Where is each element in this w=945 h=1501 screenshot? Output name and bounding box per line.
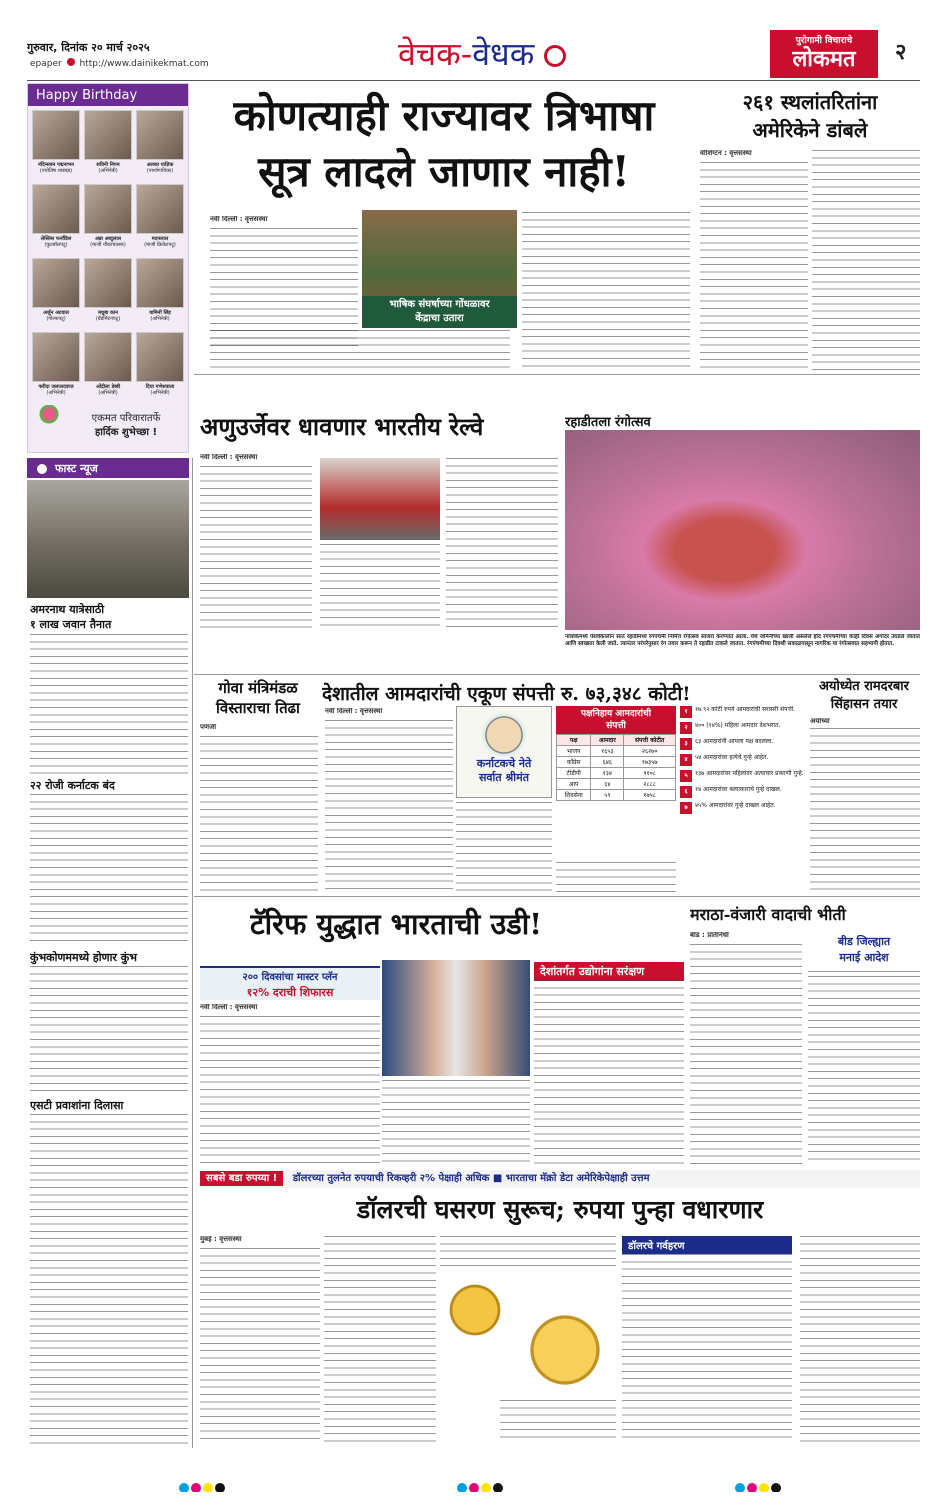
- party-table-title: [556, 706, 676, 734]
- magnifier-icon: [544, 45, 566, 67]
- maratha-sub: [808, 934, 920, 972]
- fast-s3-body: [30, 966, 188, 1094]
- epaper-label: epaper: [30, 59, 62, 69]
- rupee-box-title: डॉलरचे गर्वहरण: [622, 1236, 792, 1254]
- tariff-col-3: [534, 980, 684, 1166]
- party-table-cell: आप: [557, 779, 591, 790]
- birthday-photo: [32, 258, 80, 308]
- mla-fact-text: ४५% आमदारांवर गुन्हे दाखल आहेत.: [695, 802, 776, 809]
- trump-modi-photo: [382, 960, 530, 1076]
- rupee-col-5: [622, 1254, 792, 1444]
- ticker-text: डॉलरच्या तुलनेत रुपयाची रिकव्हरी २% पेक्षाही अधिक ■ भारताचा मॅक्रो डेटा अमेरिकेपेक्षाही उत्तम: [292, 1173, 650, 1184]
- birthday-caption: [30, 310, 82, 322]
- mla-col-1: [325, 720, 453, 892]
- birthday-name: मधुबा कान: [98, 310, 118, 316]
- mla-fact-text: १७.९२ कोटी रुपये आमदारांची सरासरी संपत्ती.: [695, 706, 796, 713]
- rupee-col-1: [200, 1248, 320, 1444]
- birthday-caption: [134, 236, 186, 248]
- birthday-photo: [136, 110, 184, 160]
- birthday-caption: [134, 162, 186, 174]
- birthday-name: ओंद्रीला डेब्बी: [95, 384, 121, 390]
- soldier-photo: [27, 480, 189, 598]
- mla-fact: [680, 706, 804, 718]
- party-table-cell: १३४: [591, 768, 624, 779]
- party-table-row: [557, 768, 676, 779]
- fast-s3-title: कुंभकोणममध्ये होणार कुंभ: [30, 951, 137, 964]
- birthday-wish-b: हार्दिक शुभेच्छा !: [94, 427, 158, 438]
- birthday-role: (अभिनेत्री): [46, 390, 66, 396]
- usa-col-1: [700, 162, 808, 370]
- party-table-cell: ९१०८: [624, 768, 676, 779]
- masthead-divider: [27, 80, 920, 81]
- birthday-photo: [136, 184, 184, 234]
- mla-fact: [680, 754, 804, 766]
- ayodhya-headline: [808, 678, 920, 714]
- party-table-header: आमदार: [591, 735, 624, 746]
- usa-col-2: [812, 150, 920, 370]
- usa-headline-b: अमेरिकेने डांबले: [752, 118, 868, 142]
- party-table-cell: काँग्रेस: [557, 757, 591, 768]
- lead-col-1: [210, 228, 358, 346]
- birthday-photo: [32, 110, 80, 160]
- birthday-role: (अभिनेत्री): [150, 316, 170, 322]
- birthday-wish-a: एकमत परिवारातर्फे: [91, 413, 161, 424]
- ayodhya-headline-b: सिंहासन तयार: [830, 697, 898, 712]
- party-table-cell: ६४: [591, 779, 624, 790]
- mla-facts: [680, 706, 804, 892]
- mla-col-3: [556, 862, 676, 892]
- birthday-name: नंदिन्सवन पद्मनाभन: [38, 162, 74, 168]
- page-number: २: [895, 40, 907, 65]
- fast-s1-title: [30, 602, 190, 632]
- section-title-a: वेचक: [398, 35, 461, 73]
- tariff-headline: टॅरिफ युद्धात भारताची उडी!: [250, 907, 543, 941]
- mla-fact: [680, 770, 804, 782]
- mla-fact-text: ६३ आमदारांनी आपला पक्ष बदलला.: [695, 738, 774, 745]
- lead-col-2: [210, 330, 510, 370]
- ayodhya-body: [810, 728, 920, 892]
- birthday-name: अन्ना अब्दुलाल: [94, 236, 122, 242]
- brand-logo: [770, 30, 878, 78]
- birthday-name: दिया गणेशवाला: [145, 384, 175, 390]
- mla-fact: [680, 722, 804, 734]
- tariff-col-2: [382, 1080, 530, 1166]
- fast-s1-title-b: १ लाख जवान तैनात: [30, 618, 112, 631]
- holi-photo: [565, 430, 920, 630]
- goa-headline: [198, 678, 318, 718]
- masthead: [0, 0, 945, 85]
- mla-fact-number: ४: [680, 754, 692, 766]
- epaper-line[interactable]: [30, 58, 220, 69]
- lead-headline-a: कोणत्याही राज्यावर त्रिभाषा: [233, 91, 655, 140]
- party-table-title-b: संपत्ती: [606, 721, 626, 731]
- mla-headline: देशातील आमदारांची एकूण संपत्ती रु. ७३,३४८ कोटी!: [322, 683, 691, 705]
- birthday-photo: [84, 258, 132, 308]
- rupee-col-3: [440, 1236, 616, 1266]
- birthday-role: (अभिनेत्री): [98, 168, 118, 174]
- karnataka-box: [456, 706, 552, 798]
- lead-dateline: नवी दिल्ली : वृत्तसंस्था: [210, 216, 268, 223]
- mla-fact-number: २: [680, 722, 692, 734]
- party-table-cell: भाजप: [557, 746, 591, 757]
- birthday-title: Happy Birthday: [28, 84, 188, 106]
- rupee-col-2: [324, 1236, 436, 1444]
- party-table-cell: टीडीपी: [557, 768, 591, 779]
- maratha-col-2: [808, 976, 920, 1166]
- brand-tagline: पुरोगामी विचाराचे: [795, 36, 853, 46]
- birthday-photo: [136, 332, 184, 382]
- birthday-name: अर्जुन अटवाल: [43, 310, 69, 316]
- birthday-role: (माजी नौकाचालक): [90, 242, 126, 248]
- birthday-name: लेस्लिस फर्नांडिस: [40, 236, 72, 242]
- party-table-row: [557, 790, 676, 801]
- birthday-name: फरीदा जलालदवाज: [38, 384, 74, 390]
- maratha-sub-a: बीड जिल्ह्यात: [837, 935, 891, 948]
- globe-icon: [67, 58, 75, 66]
- usa-dateline: वॉशिंग्टन : वृत्तसंस्था: [700, 150, 752, 157]
- lead-headline-b: सूत्र लादले जाणार नाही!: [258, 147, 630, 196]
- rail-headline: अणुउर्जेवर धावणार भारतीय रेल्वे: [200, 412, 484, 441]
- fast-s1-body: [30, 634, 188, 774]
- party-table-row: [557, 757, 676, 768]
- birthday-name: यामिनी सिंह: [149, 310, 171, 316]
- tariff-plan-a: २०० दिवसांचा मास्टर प्लॅन: [242, 972, 338, 983]
- birthday-role: (अभिनेत्री): [150, 390, 170, 396]
- birthday-caption: [82, 384, 134, 396]
- mla-fact-number: ६: [680, 786, 692, 798]
- section-title: वेचक-वेधक: [398, 32, 638, 76]
- ayodhya-dateline: अयोध्या: [810, 718, 830, 725]
- rail-col-3: [446, 458, 558, 630]
- birthday-caption: [30, 236, 82, 248]
- party-table-cell: २८८८: [624, 779, 676, 790]
- tariff-plan-box: [200, 966, 380, 1000]
- birthday-name: सविनी निगम: [96, 162, 120, 168]
- birthday-role: (अभिनेत्री): [98, 390, 118, 396]
- fast-s1-title-a: अमरनाथ यात्रेसाठी: [30, 603, 105, 616]
- birthday-role: (पार्श्वगायिका): [146, 168, 174, 174]
- lead-photo-caption: [362, 296, 517, 328]
- brand-name: लोकमत: [792, 47, 856, 72]
- tariff-plan-b: १२% दराची शिफारस: [246, 986, 334, 999]
- birthday-caption: [134, 384, 186, 396]
- party-table-cell: ५९: [591, 790, 624, 801]
- mla-fact: [680, 802, 804, 814]
- rail-col-1: [200, 466, 312, 630]
- party-table-row: [557, 746, 676, 757]
- ticker: [200, 1170, 920, 1188]
- party-table-header: संपत्ती कोटीत: [624, 735, 676, 746]
- fast-s2-title: २२ रोजी कर्नाटक बंद: [30, 779, 115, 792]
- rupee-col-6: [800, 1236, 920, 1444]
- party-table-row: [557, 779, 676, 790]
- chevron-icon: [37, 464, 47, 474]
- usa-headline: [700, 88, 920, 144]
- party-table-header: पक्ष: [557, 735, 591, 746]
- birthday-role: (गोल्फपटू): [46, 316, 66, 322]
- party-table-cell: १६५३: [591, 746, 624, 757]
- birthday-caption: [82, 310, 134, 322]
- birthday-wish: [66, 410, 186, 438]
- train-photo: [320, 458, 440, 540]
- tariff-sub-title: देशांतर्गत उद्योगांना सरंक्षण: [534, 962, 684, 981]
- usa-headline-a: २६१ स्थलांतरितांना: [742, 90, 878, 114]
- mla-fact: [680, 786, 804, 798]
- lead-photo-caption-a: भाषिक संघर्षाच्या गोंधळावर: [389, 299, 490, 310]
- fast-news-title: फास्ट न्यूज: [55, 462, 98, 475]
- birthday-caption: [82, 162, 134, 174]
- birthday-role: (फुटबॉलपटू): [44, 242, 68, 248]
- mla-fact-number: ३: [680, 738, 692, 750]
- goa-body: [200, 736, 318, 892]
- mla-fact-text: १३७ आमदारांवर महिलांवर अत्याचार प्रकरणी गुन्हे.: [695, 770, 804, 777]
- party-table: [556, 734, 676, 801]
- party-table-cell: २६२७०: [624, 746, 676, 757]
- birthday-photo: [84, 110, 132, 160]
- party-table-cell: १७३५७: [624, 757, 676, 768]
- fast-s4-body: [30, 1114, 188, 1444]
- mla-dateline: नवी दिल्ली : वृत्तसंस्था: [325, 708, 383, 715]
- mla-fact-number: १: [680, 706, 692, 718]
- birthday-photo: [84, 184, 132, 234]
- maratha-sub-b: मनाई आदेश: [839, 951, 889, 964]
- rupee-coin-icon: [440, 1270, 510, 1370]
- masthead-date: गुरुवार, दिनांक २० मार्च २०२५: [27, 41, 150, 54]
- mla-fact: [680, 738, 804, 750]
- party-table-cell: ६४६: [591, 757, 624, 768]
- rail-col-2: [320, 544, 440, 630]
- party-table-cell: शिवसेना: [557, 790, 591, 801]
- mla-fact-text: ४०० (१४%) महिला आमदार देशभरात.: [695, 722, 781, 729]
- goa-headline-a: गोवा मंत्रिमंडळ: [218, 679, 298, 697]
- goa-dateline: पणजी: [200, 724, 217, 731]
- lead-photo-caption-b: केंद्राचा उतारा: [415, 313, 464, 324]
- cartoon-icon: [482, 713, 526, 757]
- mla-fact-text: ५४ आमदारांवर हत्येचे गुन्हे आहेत.: [695, 754, 769, 761]
- ayodhya-headline-a: अयोध्येत रामदरबार: [819, 679, 909, 694]
- color-registration: [60, 1478, 900, 1492]
- birthday-role: (बॅडमिंटनपटू): [95, 316, 121, 322]
- rupee-headline: डॉलरची घसरण सुरूच; रुपया पुन्हा वधारणार: [356, 1195, 764, 1224]
- lead-col-3: [522, 212, 690, 370]
- birthday-photo: [32, 332, 80, 382]
- mla-col-2: [456, 802, 552, 892]
- goa-headline-b: विस्ताराचा तिढा: [216, 699, 300, 717]
- lead-headline: [194, 88, 694, 206]
- karnataka-headline: [457, 757, 551, 785]
- flowers-icon: [38, 405, 60, 435]
- party-table-box: [556, 706, 676, 856]
- birthday-caption: [30, 384, 82, 396]
- birthday-name: मदनलाल: [151, 236, 169, 242]
- party-table-cell: १७५८: [624, 790, 676, 801]
- holi-title: रहाडीतला रंगोत्सव: [565, 415, 651, 430]
- karnataka-headline-b: सर्वात श्रीमंत: [479, 771, 529, 784]
- birthday-photo: [136, 258, 184, 308]
- birthday-caption: [134, 310, 186, 322]
- mla-fact-text: १४ आमदारांवर बलात्काराचे गुन्हे दाखल.: [695, 786, 782, 793]
- birthday-photo: [84, 332, 132, 382]
- tariff-dateline: नवी दिल्ली : वृत्तसंस्था: [200, 1004, 258, 1011]
- karnataka-headline-a: कर्नाटकचे नेते: [476, 757, 532, 770]
- birthday-name: अलका याज्ञिक: [146, 162, 174, 168]
- birthday-caption: [82, 236, 134, 248]
- rupee-coin-icon-2: [510, 1290, 620, 1410]
- website-link[interactable]: http://www.dainikekmat.com: [79, 59, 209, 69]
- mla-fact-number: ७: [680, 802, 692, 814]
- maratha-col-1: [690, 944, 802, 1166]
- holi-caption: नाशिकमध्ये पेशवेकालीन सात रहाडीमध्ये रंगपंचमी निमित्त रंगोत्सव साजरा करण्यात आला. येथे जमिनीच्या खाली असलेले हौद रंगपंचमीच्या काही दिवस अगोदर उघडले जातात आणि स्वच्छता केली जाते. त्यानंतर परंपरेनुसार रंग तयार करून ते रहाडीत टाकले जातात. रंगपंचमीच्या दिवशी सकाळपासून नागरिक या रंगोत्सवात सहभागी होतात.: [565, 634, 920, 648]
- birthday-role: (ज्योतिष शास्त्रज्ञ): [39, 168, 73, 174]
- fast-s2-body: [30, 794, 188, 944]
- mla-fact-number: ५: [680, 770, 692, 782]
- tariff-col-1: [200, 1016, 380, 1166]
- party-table-title-a: पक्षनिहाय आमदारांची: [580, 709, 652, 719]
- rupee-dateline: मुंबई : वृत्तसंस्था: [200, 1236, 242, 1243]
- maratha-headline: मराठा-वंजारी वादाची भीती: [690, 905, 846, 924]
- rail-dateline: नवी दिल्ली : वृत्तसंस्था: [200, 454, 258, 461]
- rupee-col-4: [500, 1400, 616, 1444]
- section-title-b: वेधक: [472, 35, 535, 73]
- birthday-role: (माजी क्रिकेटपटू): [144, 242, 176, 248]
- fast-news-header: [27, 458, 189, 478]
- fast-s4-title: एसटी प्रवाशांना दिलासा: [30, 1099, 124, 1112]
- maratha-dateline: बीड : प्रतिनिधी: [690, 932, 729, 939]
- birthday-photo: [32, 184, 80, 234]
- ticker-lead: सबसे बडा रुपय्या !: [200, 1171, 283, 1186]
- birthday-caption: [30, 162, 82, 174]
